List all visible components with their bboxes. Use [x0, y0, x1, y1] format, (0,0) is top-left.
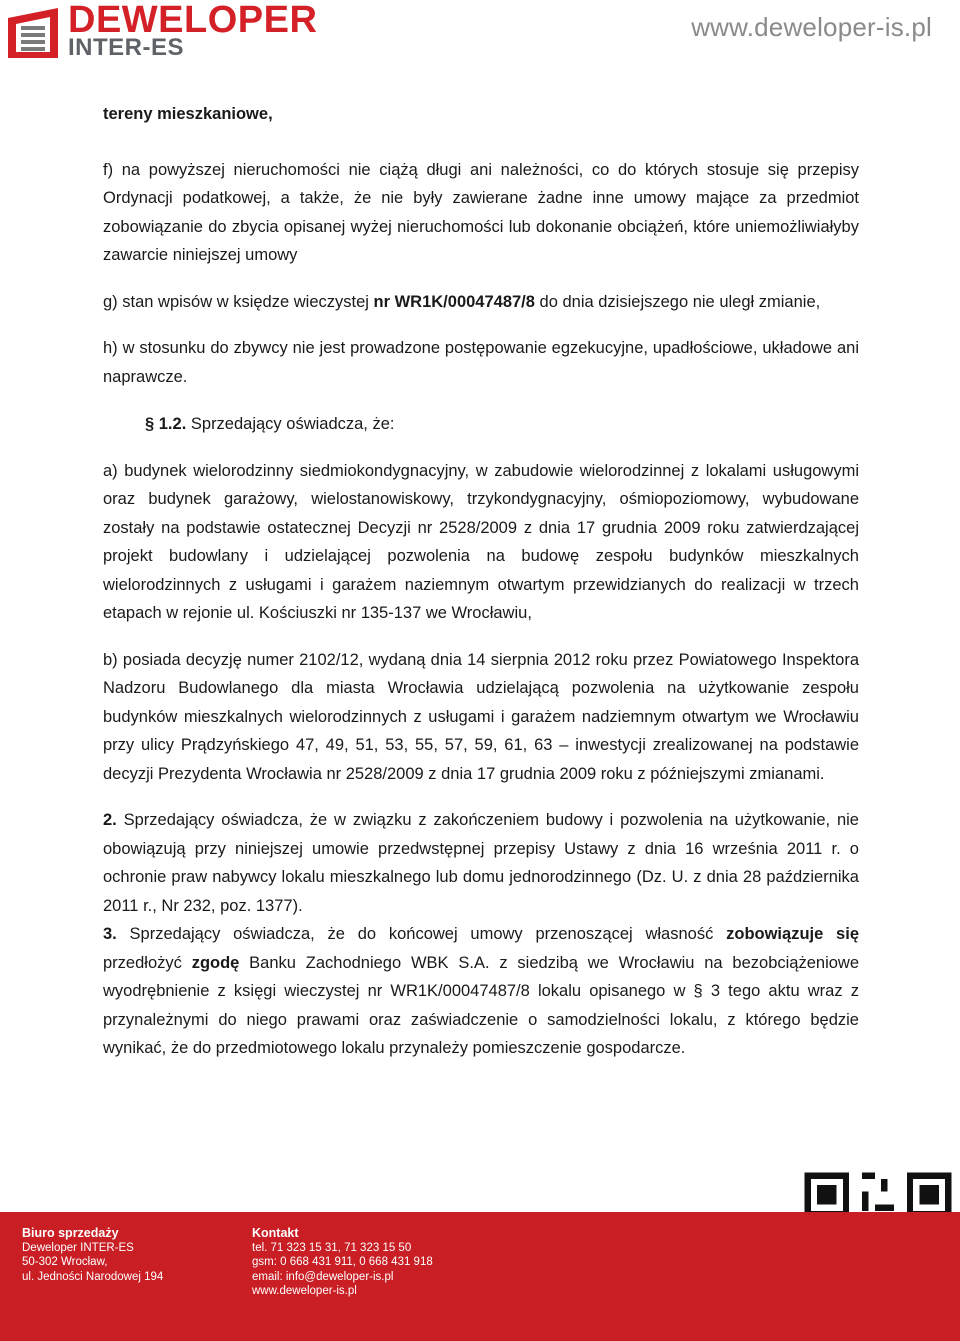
emphasis-consent: zgodę [191, 953, 240, 972]
footer-email[interactable]: email: info@deweloper-is.pl [252, 1270, 394, 1283]
paragraph-3-text: przedłożyć [103, 953, 192, 972]
paragraph-2-text: Sprzedający oświadcza, że w związku z zakończeniem budowy i pozwolenia na użytkowanie, nie obowiązują przy niniejszej umowie przedwstępnej przepisy Ustawy z dnia 16 września 2011 r. o ochronie praw nabywcy lokalu mieszkalnego lub domu jednorodzinnego (Dz. U. z dnia 28 października 2011 r., Nr 232, poz. 1377). [103, 811, 859, 915]
paragraph-g-text: g) stan wpisów w księdze wieczystej [103, 292, 374, 311]
footer-mobile: gsm: 0 668 431 911, 0 668 431 918 [252, 1256, 433, 1268]
section-number: § 1.2. [145, 415, 187, 433]
footer-contact [252, 1226, 433, 1299]
footer-phone: tel. 71 323 15 31, 71 323 15 50 [252, 1241, 412, 1254]
company-logo-icon [4, 4, 62, 60]
paragraph-intro: tereny mieszkaniowe, [103, 105, 273, 123]
point-number: 3. [103, 925, 117, 943]
page-footer [0, 1212, 960, 1341]
footer-sales-heading: Biuro sprzedaży [22, 1226, 119, 1240]
paragraph-3-text: Banku Zachodniego WBK S.A. z siedzibą we Wrocławiu na bezobciążeniowe wyodrębnienie z księgi wieczystej nr WR1K/00047487/8 lokalu opisanego w § 3 tego aktu wraz z przynależnymi do niego prawami oraz zaświadczenie o samodzielności lokalu, z którego będzie wynikać, że do przedmiotowego lokalu przynależy pomieszczenie gospodarcze. [103, 953, 860, 1057]
footer-website[interactable]: www.deweloper-is.pl [252, 1285, 357, 1297]
section-1-2 [103, 410, 859, 439]
paragraph-g [103, 288, 859, 317]
paragraph-g-tail: do dnia dzisiejszego nie uległ zmianie, [534, 292, 821, 311]
emphasis-obligation: zobowiązuje się [726, 925, 859, 943]
paragraph-a: a) budynek wielorodzinny siedmiokondygnacyjny, w zabudowie wielorodzinnej z lokalami usługowymi oraz budynek garażowy, wielostanowiskowy, trzykondygnacyjny, ośmiopoziomowy, wybudowane zostały na podstawie ostatecznej Decyzji nr 2528/2009 z dnia 17 grudnia 2009 roku zatwierdzającej projekt budowlany i udzielającej pozwolenia na budowę zespołu budynków mieszkalnych wielorodzinnych z usługami i garażem naziemnym otwartym przewidzianych do realizacji w trzech etapach w rejonie ul. Kościuszki nr 135-137 we Wrocławiu, [103, 461, 859, 622]
header-site-url[interactable]: www.deweloper-is.pl [691, 12, 932, 42]
page-header [0, 0, 960, 68]
paragraph-2 [103, 806, 859, 920]
footer-contact-heading: Kontakt [252, 1226, 299, 1240]
logo-subtitle: INTER-ES [68, 34, 185, 61]
logo-title: DEWELOPER [68, 0, 318, 41]
paragraph-b: b) posiada decyzję numer 2102/12, wydaną dnia 14 sierpnia 2012 roku przez Powiatowego Inspektora Nadzoru Budowlanego dla miasta Wrocławia udzielającą pozwolenia na użytkowanie zespołu budynków mieszkalnych wielorodzinnych z usługami i garażem nadziemnym otwartym we Wrocławiu przy ulicy Prądzyńskiego 47, 49, 51, 53, 55, 57, 59, 61, 63 – inwestycji zrealizowanej na podstawie decyzji Prezydenta Wrocławia nr 2528/2009 z dnia 17 grudnia 2009 roku z późniejszymi zmianami. [103, 650, 859, 783]
point-number: 2. [103, 811, 117, 829]
paragraph-3-text: Sprzedający oświadcza, że do końcowej umowy przenoszącej własność [116, 925, 727, 943]
paragraph-f: f) na powyższej nieruchomości nie ciążą długi ani należności, co do których stosuje się przepisy Ordynacji podatkowej, a także, że nie były zawierane żadne inne umowy mające za przedmiot zobowiązanie do zbycia opisanej wyżej nieruchomości lub dokonanie obciążeń, które uniemożliwiałyby zawarcie niniejszej umowy [103, 160, 859, 264]
section-text: Sprzedający oświadcza, że: [186, 415, 395, 433]
footer-company-name: Deweloper INTER-ES [22, 1241, 134, 1254]
paragraph-h: h) w stosunku do zbywcy nie jest prowadzone postępowanie egzekucyjne, upadłościowe, układowe ani naprawcze. [103, 339, 859, 386]
document-body [103, 100, 859, 1063]
footer-sales-office [22, 1226, 163, 1284]
footer-street: ul. Jedności Narodowej 194 [22, 1270, 164, 1283]
land-register-number: nr WR1K/00047487/8 [373, 292, 535, 311]
paragraph-3 [103, 920, 859, 1063]
footer-postal-code: 50-302 Wrocław, [22, 1256, 108, 1268]
